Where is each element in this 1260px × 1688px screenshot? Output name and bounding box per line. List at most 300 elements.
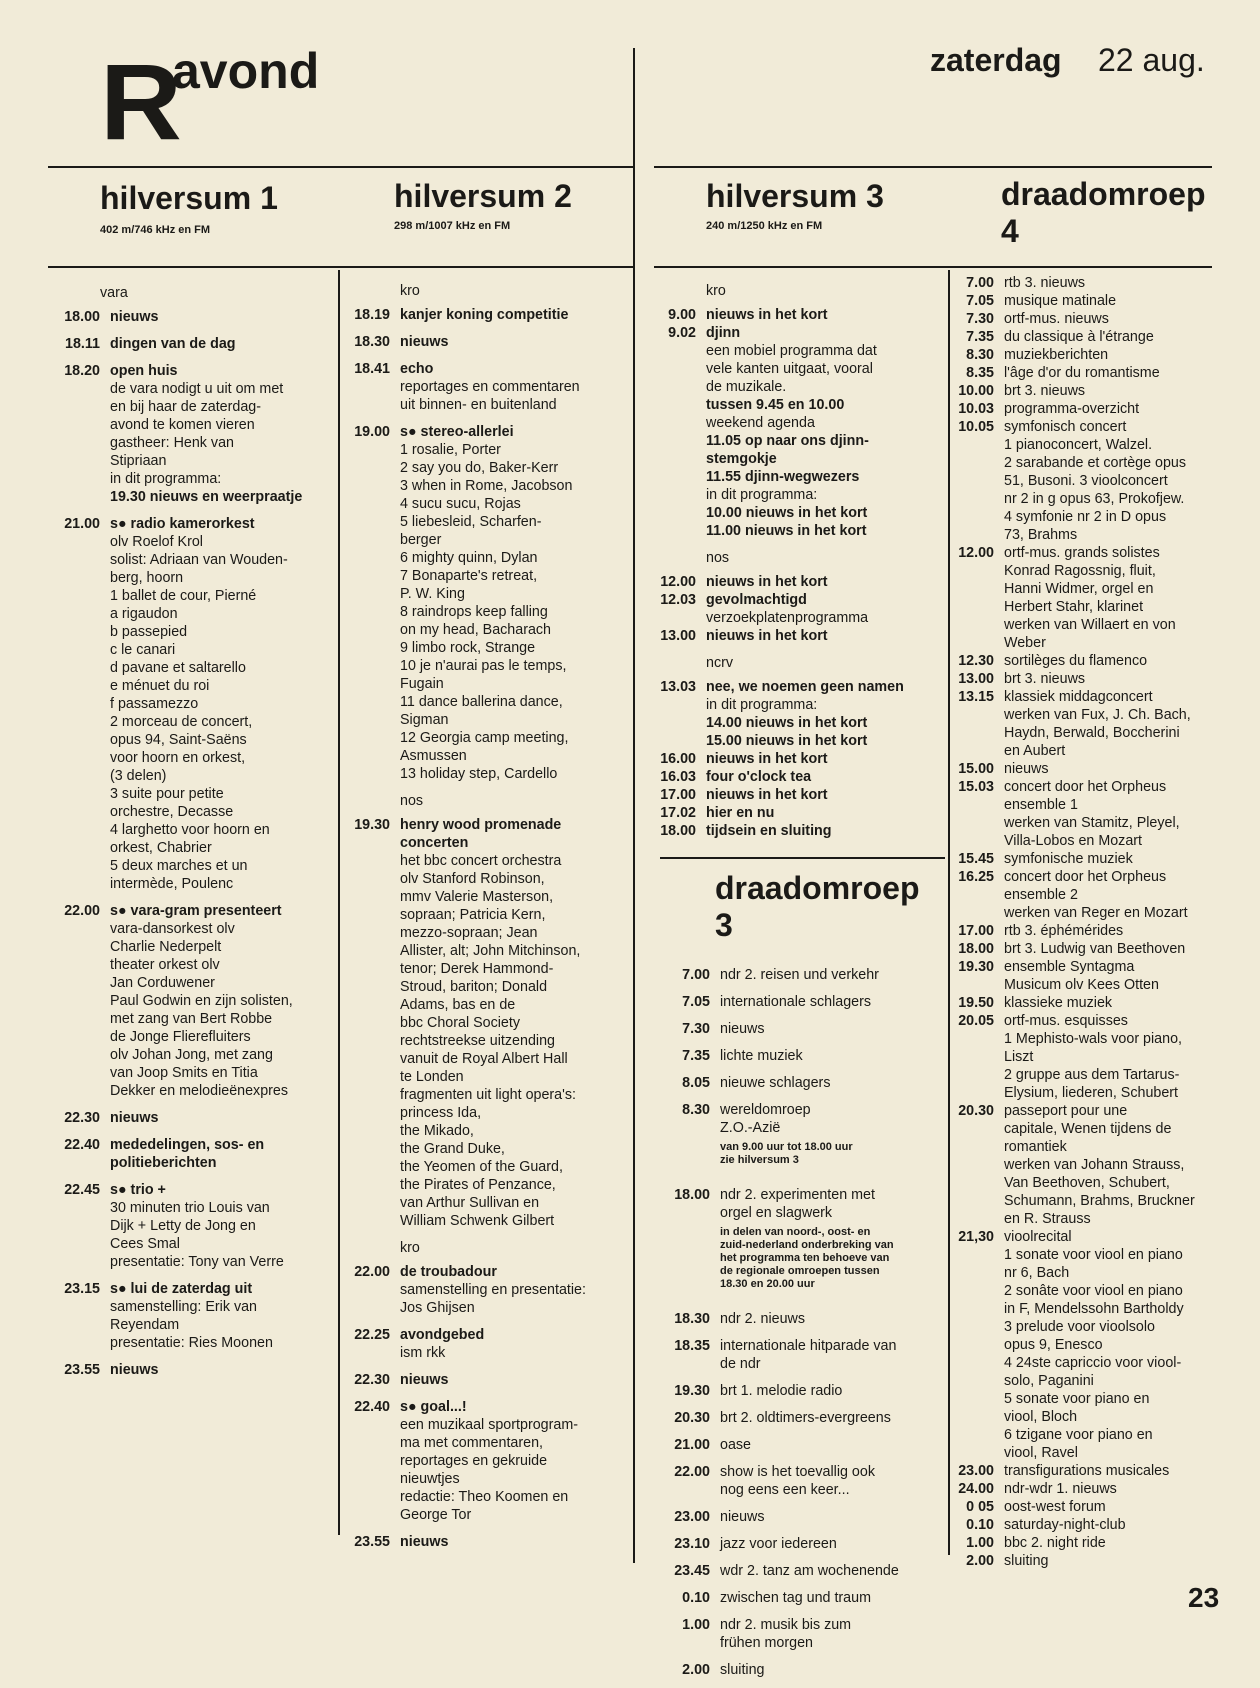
program-details: een muzikaal sportprogram- ma met commentaren, reportages en gekruide nieuwtjes redactie: Theo Koomen en George Tor xyxy=(400,1417,578,1523)
program-body xyxy=(720,966,946,984)
program-entry xyxy=(342,1263,632,1317)
program-text: passeport pour une capitale, Wenen tijdens de romantiek werken van Johann Strauss, Van Beethoven, Schubert, Schumann, Brahms, Bruckner en R. Strauss xyxy=(1004,1103,1195,1227)
program-entry xyxy=(950,850,1246,868)
program-time: 21,30 xyxy=(958,1229,994,1245)
program-time: 13.00 xyxy=(958,671,994,687)
program-entry xyxy=(950,670,1246,688)
program-time: 16.00 xyxy=(660,751,696,767)
program-entry xyxy=(950,310,1246,328)
program-body xyxy=(110,308,336,326)
program-title: nieuws xyxy=(110,1110,159,1126)
program-time: 0.10 xyxy=(682,1590,710,1606)
program-time: 23.10 xyxy=(674,1536,710,1552)
program-text: brt 2. oldtimers-evergreens xyxy=(720,1410,891,1426)
program-body xyxy=(706,822,946,840)
program-text: rtb 3. nieuws xyxy=(1004,275,1086,291)
program-body xyxy=(1004,400,1246,418)
program-body xyxy=(400,1533,632,1551)
program-entry xyxy=(950,778,1246,850)
program-entry xyxy=(48,1136,336,1172)
program-body xyxy=(400,1371,632,1389)
program-entry xyxy=(950,1498,1246,1516)
program-entry xyxy=(660,1337,946,1373)
program-text: ndr 2. experimenten met orgel en slagwerk xyxy=(720,1187,875,1221)
program-title: s● radio kamerorkest xyxy=(110,516,255,532)
program-time: 18.41 xyxy=(354,361,390,377)
program-body xyxy=(720,1074,946,1092)
program-time: 23.00 xyxy=(958,1463,994,1479)
program-title: nieuws xyxy=(110,309,159,325)
program-time: 2.00 xyxy=(966,1553,994,1569)
program-body xyxy=(110,362,336,506)
program-entry xyxy=(654,591,946,627)
program-time: 7.05 xyxy=(966,293,994,309)
program-entry xyxy=(950,1228,1246,1462)
program-entry xyxy=(950,382,1246,400)
program-time: 13.15 xyxy=(958,689,994,705)
program-text: oost-west forum xyxy=(1004,1499,1106,1515)
program-entry xyxy=(950,652,1246,670)
program-time: 8.30 xyxy=(682,1102,710,1118)
program-time: 22.40 xyxy=(354,1399,390,1415)
program-time: 7.00 xyxy=(966,275,994,291)
program-body xyxy=(1004,1552,1246,1570)
date-label: 22 aug. xyxy=(1098,42,1205,78)
program-text: muziekberichten xyxy=(1004,347,1109,363)
program-details: ism rkk xyxy=(400,1345,446,1361)
program-time: 15.45 xyxy=(958,851,994,867)
program-title: kanjer koning competitie xyxy=(400,307,569,323)
program-entry xyxy=(950,868,1246,922)
program-time: 17.00 xyxy=(958,923,994,939)
program-body xyxy=(400,1263,632,1317)
program-time: 20.30 xyxy=(958,1103,994,1119)
program-title: nee, we noemen geen namen xyxy=(706,679,904,695)
program-text: nieuws xyxy=(1004,761,1049,777)
program-text: programma-overzicht xyxy=(1004,401,1140,417)
program-entry xyxy=(660,1186,946,1301)
program-entry xyxy=(950,274,1246,292)
program-time: 18.00 xyxy=(64,309,100,325)
program-text: concert door het Orpheus ensemble 2 werken van Reger en Mozart xyxy=(1004,869,1188,921)
program-text: nieuws xyxy=(720,1509,765,1525)
program-time: 18.20 xyxy=(64,363,100,379)
program-body xyxy=(720,1409,946,1427)
program-entry xyxy=(660,1589,946,1607)
program-body xyxy=(720,1337,946,1373)
program-extra: in dit programma: xyxy=(706,487,818,503)
program-subtitle: 10.00 nieuws in het kort 11.00 nieuws in het kort xyxy=(706,505,868,539)
program-time: 10.03 xyxy=(958,401,994,417)
program-body xyxy=(400,1398,632,1524)
header-rule-right xyxy=(654,166,1212,168)
program-entry xyxy=(48,1109,336,1127)
program-text: symfonisch concert 1 pianoconcert, Walzel. 2 sarabande et cortège opus 51, Busoni. 3 vioolconcert nr 2 in g opus 63, Prokofjew. 4 symfonie nr 2 in D opus 73, Brahms xyxy=(1004,419,1187,543)
program-entry xyxy=(48,335,336,353)
program-time: 0 05 xyxy=(966,1499,994,1515)
program-details: samenstelling: Erik van Reyendam presentatie: Ries Moonen xyxy=(110,1299,273,1351)
program-body xyxy=(400,333,632,351)
program-text: concert door het Orpheus ensemble 1 werken van Stamitz, Pleyel, Villa-Lobos en Mozart xyxy=(1004,779,1180,849)
program-title: nieuws in het kort xyxy=(706,787,828,803)
broadcaster-label: kro xyxy=(706,283,726,299)
program-body xyxy=(110,1181,336,1271)
program-title: nieuws in het kort xyxy=(706,307,828,323)
program-time: 18.00 xyxy=(674,1187,710,1203)
program-title: nieuws in het kort xyxy=(706,574,828,590)
broadcaster-label: nos xyxy=(400,793,424,809)
program-time: 7.35 xyxy=(682,1048,710,1064)
program-entry xyxy=(660,1074,946,1092)
program-body xyxy=(1004,1462,1246,1480)
program-time: 13.00 xyxy=(660,628,696,644)
program-body xyxy=(1004,292,1246,310)
program-title: avondgebed xyxy=(400,1327,485,1343)
program-body xyxy=(706,768,946,786)
program-body xyxy=(720,1562,946,1580)
program-title: s● trio + xyxy=(110,1182,166,1198)
program-time: 19.30 xyxy=(958,959,994,975)
program-entry xyxy=(342,423,632,783)
program-entry xyxy=(342,1398,632,1524)
program-entry xyxy=(950,940,1246,958)
program-entry xyxy=(654,627,946,645)
program-entry xyxy=(342,1371,632,1389)
program-entry xyxy=(48,1181,336,1271)
program-time: 18.00 xyxy=(660,823,696,839)
program-text: zwischen tag und traum xyxy=(720,1590,871,1606)
program-body xyxy=(1004,994,1246,1012)
program-body xyxy=(706,573,946,591)
program-time: 9.02 xyxy=(668,325,696,341)
program-subtitle: 11.05 op naar ons djinn- stemgokje 11.55 djinn-wegwezers xyxy=(706,433,869,485)
program-title: s● stereo-allerlei xyxy=(400,424,514,440)
broadcaster-label: nos xyxy=(706,550,730,566)
program-time: 13.03 xyxy=(660,679,696,695)
program-text: sluiting xyxy=(1004,1553,1049,1569)
program-body xyxy=(720,1186,946,1301)
program-body xyxy=(1004,1102,1246,1228)
program-title: s● goal...! xyxy=(400,1399,467,1415)
program-title: echo xyxy=(400,361,434,377)
program-details: vara-dansorkest olv Charlie Nederpelt theater orkest olv Jan Corduwener Paul Godwin en zijn solisten, met zang van Bert Robbe de Jonge Flierefluiters olv Johan Jong, met zang van Joop Smits en Titia Dekker en melodieënexpres xyxy=(110,921,293,1099)
program-body xyxy=(110,1136,336,1172)
program-time: 23.55 xyxy=(64,1362,100,1378)
station-hilversum-3: hilversum 3 xyxy=(706,178,884,214)
program-body xyxy=(1004,328,1246,346)
program-entry xyxy=(48,902,336,1100)
program-details: een mobiel programma dat vele kanten uitgaat, vooral de muzikale. xyxy=(706,343,877,395)
program-body xyxy=(706,627,946,645)
program-entry xyxy=(950,346,1246,364)
program-body xyxy=(1004,760,1246,778)
program-text: rtb 3. éphémérides xyxy=(1004,923,1124,939)
program-text: brt 1. melodie radio xyxy=(720,1383,843,1399)
program-title: hier en nu xyxy=(706,805,775,821)
program-text: ndr 2. musik bis zum frühen morgen xyxy=(720,1617,852,1651)
program-time: 19.30 xyxy=(674,1383,710,1399)
program-entry xyxy=(654,804,946,822)
program-body xyxy=(400,423,632,783)
broadcaster-label: kro xyxy=(400,1240,420,1256)
program-text: vioolrecital 1 sonate voor viool en piano nr 6, Bach 2 sonâte voor viool en piano in F, Mendelssohn Bartholdy 3 prelude voor vioolsolo opus 9, Enesco 4 24ste capriccio voor viool- solo, Paganini 5 sonate voor piano en viool, Bloch 6 tzigane voor piano en viool, Ravel xyxy=(1004,1229,1184,1461)
program-text: musique matinale xyxy=(1004,293,1117,309)
program-time: 22.40 xyxy=(64,1137,100,1153)
program-time: 21.00 xyxy=(64,516,100,532)
program-title: nieuws in het kort xyxy=(706,628,828,644)
program-body xyxy=(706,306,946,324)
program-time: 22.30 xyxy=(354,1372,390,1388)
program-body xyxy=(1004,274,1246,292)
program-time: 24.00 xyxy=(958,1481,994,1497)
program-time: 23.15 xyxy=(64,1281,100,1297)
program-entry xyxy=(654,768,946,786)
program-text: brt 3. Ludwig van Beethoven xyxy=(1004,941,1186,957)
program-entry xyxy=(654,306,946,324)
program-entry xyxy=(654,750,946,768)
program-title: nieuws xyxy=(400,1372,449,1388)
program-details: verzoekplatenprogramma xyxy=(706,610,869,626)
program-title: nieuws xyxy=(400,1534,449,1550)
program-time: 8.35 xyxy=(966,365,994,381)
program-body xyxy=(110,335,336,353)
program-entry xyxy=(48,515,336,893)
program-entry xyxy=(48,362,336,506)
program-time: 7.30 xyxy=(682,1021,710,1037)
program-entry xyxy=(950,418,1246,544)
program-body xyxy=(706,750,946,768)
program-entry xyxy=(950,994,1246,1012)
frequency-hilversum-1: 402 m/746 kHz en FM xyxy=(100,224,211,236)
frequency-hilversum-2: 298 m/1007 kHz en FM xyxy=(394,220,511,232)
program-text: klassiek middagconcert werken van Fux, J. Ch. Bach, Haydn, Berwald, Boccherini en Aubert xyxy=(1004,689,1191,759)
column-hilversum-2 xyxy=(342,276,632,1560)
program-details: de vara nodigt u uit om met en bij haar de zaterdag- avond te komen vieren gastheer: Henk van Stipriaan in dit programma: xyxy=(110,381,284,487)
program-entry xyxy=(660,1508,946,1526)
program-body xyxy=(1004,1534,1246,1552)
program-text: jazz voor iedereen xyxy=(720,1536,837,1552)
program-entry xyxy=(950,760,1246,778)
program-body xyxy=(110,515,336,893)
program-body xyxy=(720,1436,946,1454)
program-body xyxy=(720,1020,946,1038)
program-details: 1 rosalie, Porter 2 say you do, Baker-Kerr 3 when in Rome, Jacobson 4 sucu sucu, Rojas 5 liebesleid, Scharfen- berger 6 mighty quinn, Dylan 7 Bonaparte's retreat, P. W. King 8 raindrops keep falling on my head, Bacharach 9 limbo rock, Strange 10 je n'aurai pas le temps, Fugain 11 dance ballerina dance, Sigman 12 Georgia camp meeting, Asmussen 13 holiday step, Cardello xyxy=(400,442,573,782)
program-entry xyxy=(950,292,1246,310)
program-details: reportages en commentaren uit binnen- en buitenland xyxy=(400,379,580,413)
column-draadomroep-4 xyxy=(950,274,1246,1570)
program-entry xyxy=(660,993,946,1011)
program-body xyxy=(1004,922,1246,940)
program-entry xyxy=(950,1462,1246,1480)
program-body xyxy=(110,1280,336,1352)
program-body xyxy=(706,591,946,627)
program-text: internationale schlagers xyxy=(720,994,872,1010)
draadomroep3-rule xyxy=(660,857,945,859)
program-entry xyxy=(950,958,1246,994)
program-entry xyxy=(654,573,946,591)
program-time: 7.00 xyxy=(682,967,710,983)
program-entry xyxy=(660,1409,946,1427)
program-text: sortilèges du flamenco xyxy=(1004,653,1148,669)
program-entry xyxy=(950,1552,1246,1570)
program-text: transfigurations musicales xyxy=(1004,1463,1170,1479)
program-body xyxy=(1004,418,1246,544)
program-entry xyxy=(654,678,946,750)
section-title: avond xyxy=(172,43,320,99)
program-body xyxy=(1004,652,1246,670)
program-time: 15.00 xyxy=(958,761,994,777)
program-body xyxy=(720,1047,946,1065)
program-body xyxy=(1004,382,1246,400)
program-entry xyxy=(342,306,632,324)
program-body xyxy=(1004,1480,1246,1498)
program-body xyxy=(110,902,336,1100)
program-entry xyxy=(660,1562,946,1580)
program-entry xyxy=(660,1535,946,1553)
program-body xyxy=(110,1109,336,1127)
program-text: saturday-night-club xyxy=(1004,1517,1126,1533)
program-body xyxy=(1004,868,1246,922)
program-entry xyxy=(654,822,946,840)
program-text: ortf-mus. esquisses 1 Mephisto-wals voor piano, Liszt 2 gruppe aus dem Tartarus- Elysium, liederen, Schubert xyxy=(1004,1013,1183,1101)
program-title: nieuws xyxy=(110,1362,159,1378)
center-divider xyxy=(633,48,635,1563)
program-text: ndr 2. reisen und verkehr xyxy=(720,967,879,983)
program-title: open huis xyxy=(110,363,178,379)
program-time: 12.00 xyxy=(958,545,994,561)
program-time: 19.00 xyxy=(354,424,390,440)
program-entry xyxy=(950,1480,1246,1498)
program-text: du classique à l'étrange xyxy=(1004,329,1154,345)
broadcaster-label: vara xyxy=(100,285,128,301)
program-body xyxy=(720,1382,946,1400)
program-text: internationale hitparade van de ndr xyxy=(720,1338,897,1372)
program-title: de troubadour xyxy=(400,1264,497,1280)
program-entry xyxy=(48,1280,336,1352)
program-title: nieuws in het kort xyxy=(706,751,828,767)
program-title: s● vara-gram presenteert xyxy=(110,903,282,919)
program-body xyxy=(706,678,946,750)
program-time: 23.00 xyxy=(674,1509,710,1525)
program-time: 1.00 xyxy=(682,1617,710,1633)
program-text: oase xyxy=(720,1437,752,1453)
program-entry xyxy=(654,786,946,804)
program-note: van 9.00 uur tot 18.00 uur zie hilversum 3 xyxy=(720,1141,853,1166)
station-draadomroep-4: draadomroep 4 xyxy=(1001,176,1206,249)
program-time: 19.30 xyxy=(354,817,390,833)
program-entry xyxy=(660,1436,946,1454)
program-body xyxy=(706,804,946,822)
program-details: het bbc concert orchestra olv Stanford Robinson, mmv Valerie Masterson, sopraan; Patricia Kern, mezzo-sopraan; Jean Allister, alt; John Mitchinson, tenor; Derek Hammond- Stroud, bariton; Donald Adams, bas en de bbc Choral Society rechtstreekse uitzending vanuit de Royal Albert Hall te Londen fragmenten uit light opera's: princess Ida, the Mikado, the Grand Duke, the Yeomen of the Guard, the Pirates of Penzance, van Arthur Sullivan en William Schwenk Gilbert xyxy=(400,853,581,1229)
program-text: wdr 2. tanz am wochenende xyxy=(720,1563,899,1579)
program-body xyxy=(1004,670,1246,688)
broadcaster-label: ncrv xyxy=(706,655,734,671)
program-entry xyxy=(654,324,946,540)
program-text: ndr 2. nieuws xyxy=(720,1311,806,1327)
program-body xyxy=(1004,940,1246,958)
program-time: 16.25 xyxy=(958,869,994,885)
program-text: klassieke muziek xyxy=(1004,995,1113,1011)
program-text: lichte muziek xyxy=(720,1048,803,1064)
program-details: samenstelling en presentatie: Jos Ghijsen xyxy=(400,1282,586,1316)
program-text: nieuws xyxy=(720,1021,765,1037)
program-extra: weekend agenda xyxy=(706,415,815,431)
program-text: brt 3. nieuws xyxy=(1004,671,1086,687)
program-time: 23.55 xyxy=(354,1534,390,1550)
program-body xyxy=(720,1101,946,1177)
program-time: 20.05 xyxy=(958,1013,994,1029)
program-time: 8.30 xyxy=(966,347,994,363)
program-entry xyxy=(660,966,946,984)
station-rule-left xyxy=(48,266,633,268)
program-body xyxy=(1004,346,1246,364)
program-title: gevolmachtigd xyxy=(706,592,807,608)
program-time: 12.03 xyxy=(660,592,696,608)
program-body xyxy=(1004,1012,1246,1102)
program-entry xyxy=(950,688,1246,760)
program-entry xyxy=(342,1533,632,1551)
program-entry xyxy=(660,1661,946,1679)
program-title: djinn xyxy=(706,325,741,341)
program-text: ndr-wdr 1. nieuws xyxy=(1004,1481,1117,1497)
program-time: 2.00 xyxy=(682,1662,710,1678)
program-body xyxy=(400,816,632,1230)
column-hilversum-3 xyxy=(654,276,946,849)
program-time: 7.05 xyxy=(682,994,710,1010)
program-title: tijdsein en sluiting xyxy=(706,823,832,839)
program-entry xyxy=(342,816,632,1230)
program-text: show is het toevallig ook nog eens een keer... xyxy=(720,1464,875,1498)
program-body xyxy=(1004,1498,1246,1516)
program-time: 15.03 xyxy=(958,779,994,795)
program-body xyxy=(1004,310,1246,328)
program-details: 30 minuten trio Louis van Dijk + Letty de Jong en Cees Smal presentatie: Tony van Verre xyxy=(110,1200,284,1270)
program-time: 17.00 xyxy=(660,787,696,803)
program-entry xyxy=(48,1361,336,1379)
program-time: 18.30 xyxy=(354,334,390,350)
program-entry xyxy=(660,1101,946,1177)
program-body xyxy=(1004,850,1246,868)
column-hilversum-1 xyxy=(48,278,336,1388)
program-body xyxy=(400,360,632,414)
program-details: in dit programma: xyxy=(706,697,818,713)
program-time: 22.00 xyxy=(354,1264,390,1280)
program-body xyxy=(706,786,946,804)
page-number: 23 xyxy=(1188,1582,1220,1613)
program-time: 23.45 xyxy=(674,1563,710,1579)
program-entry xyxy=(950,1102,1246,1228)
program-time: 12.00 xyxy=(660,574,696,590)
frequency-hilversum-3: 240 m/1250 kHz en FM xyxy=(706,220,823,232)
program-text: bbc 2. night ride xyxy=(1004,1535,1106,1551)
program-title: s● lui de zaterdag uit xyxy=(110,1281,253,1297)
program-body xyxy=(720,1463,946,1499)
program-time: 18.35 xyxy=(674,1338,710,1354)
program-body xyxy=(720,1535,946,1553)
program-time: 18.30 xyxy=(674,1311,710,1327)
program-time: 16.03 xyxy=(660,769,696,785)
program-body xyxy=(1004,364,1246,382)
program-time: 22.45 xyxy=(64,1182,100,1198)
program-subtitle: 19.30 nieuws en weerpraatje xyxy=(110,489,303,505)
program-entry xyxy=(660,1616,946,1652)
program-subtitle: 14.00 nieuws in het kort 15.00 nieuws in het kort xyxy=(706,715,868,749)
program-body xyxy=(720,993,946,1011)
program-entry xyxy=(660,1463,946,1499)
program-time: 22.00 xyxy=(674,1464,710,1480)
program-time: 18.11 xyxy=(65,336,100,352)
program-time: 20.30 xyxy=(674,1410,710,1426)
